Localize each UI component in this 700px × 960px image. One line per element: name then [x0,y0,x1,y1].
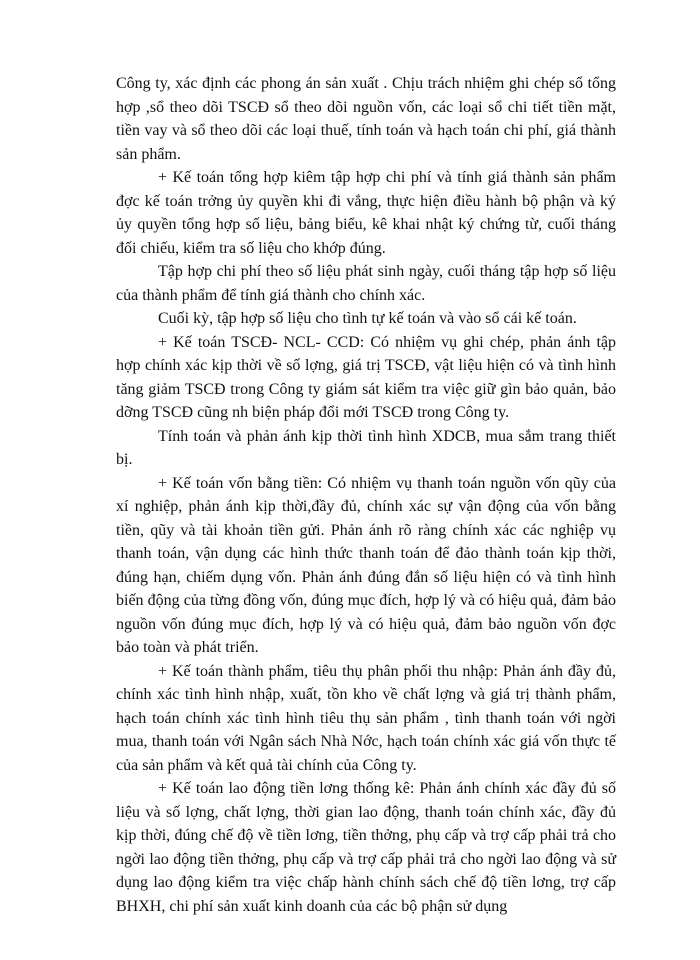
paragraph-period-end: Cuối kỳ, tập hợp số liệu cho tình tự kế toán và vào sổ cái kế toán. [158,310,577,327]
paragraph-labor-wages-accountant: + Kế toán lao động tiền lơng thống kê: Phản ánh chính xác đầy đủ số liệu và số lợng, chất lợng, thời gian lao động, thanh toán chính xác, đầy đủ kịp thời, đúng chế độ về tiền lơng, tiền thởng, phụ cấp và trợ cấp phải trả cho ngời lao động tiền thởng, phụ cấp và trợ cấp phải trả cho ngời lao động và sử dụng lao động kiểm tra việc chấp hành chính sách chế độ tiền lơng, trợ cấp BHXH, chi phí sản xuất kinh doanh của các bộ phận sử dụng [116,780,616,915]
paragraph-continuation: Công ty, xác định các phong án sản xuất . Chịu trách nhiệm ghi chép sổ tổng hợp ,sổ theo dõi TSCĐ sổ theo dõi nguồn vốn, các loại sổ chi tiết tiền mặt, tiền vay và sổ theo dõi các loại thuế, tính toán và hạch toán chi phí, giá thành sản phẩm. [116,75,616,163]
paragraph-general-accountant: + Kế toán tổng hợp kiêm tập hợp chi phí và tính giá thành sản phẩm đợc kế toán trởng ủy quyền khi đi vắng, thực hiện điều hành bộ phận và ký ủy quyền tổng hợp số liệu, bảng biểu, kê khai nhật ký chứng từ, cuối tháng đối chiếu, kiểm tra số liệu cho khớp đúng. [116,169,616,257]
paragraph-fixed-assets-accountant: + Kế toán TSCĐ- NCL- CCD: Có nhiệm vụ ghi chép, phản ánh tập hợp chính xác kịp thời về số lợng, giá trị TSCĐ, vật liệu hiện có và tình hình tăng giảm TSCĐ trong Công ty giám sát kiểm tra việc giữ gìn bảo quản, bảo dỡng TSCĐ cũng nh biện pháp đổi mới TSCĐ trong Công ty. [116,333,616,421]
paragraph-cash-accountant: + Kế toán vốn bằng tiền: Có nhiệm vụ thanh toán nguồn vốn qũy của xí nghiệp, phản ánh kịp thời,đầy đủ, chính xác sự vận động của vốn bằng tiền, qũy và tài khoản tiền gửi. Phản ánh rõ ràng chính xác các nghiệp vụ thanh toán, vận dụng các hình thức thanh toán để đảo thành toán kịp thời, đúng hạn, chiếm dụng vốn. Phản ánh đúng đắn số liệu hiện có và tình hình biến động của từng đồng vốn, đúng mục đích, hợp lý và có hiệu quả, đảm bảo nguồn vốn đúng mục đích, hợp lý và có hiệu quả, đảm bảo nguồn vốn đợc bảo toàn và phát triển. [116,474,616,656]
paragraph-cost-collection: Tập hợp chi phí theo số liệu phát sinh ngày, cuối tháng tập hợp số liệu của thành phẩm để tính giá thành cho chính xác. [116,263,616,304]
paragraph-finished-goods-accountant: + Kế toán thành phẩm, tiêu thụ phân phối thu nhập: Phản ánh đầy đủ, chính xác tình hình nhập, xuất, tồn kho về chất lợng và giá trị thành phẩm, hạch toán chính xác tình hình tiêu thụ sản phẩm , tình thanh toán với ngời mua, thanh toán với Ngân sách Nhà Nớc, hạch toán chính xác giá vốn thực tế của sản phẩm và kết quả tài chính của Công ty. [116,662,616,774]
body-text [116,72,616,918]
paragraph-capital-construction: Tính toán và phản ánh kịp thời tình hình XDCB, mua sắm trang thiết bị. [116,427,616,468]
